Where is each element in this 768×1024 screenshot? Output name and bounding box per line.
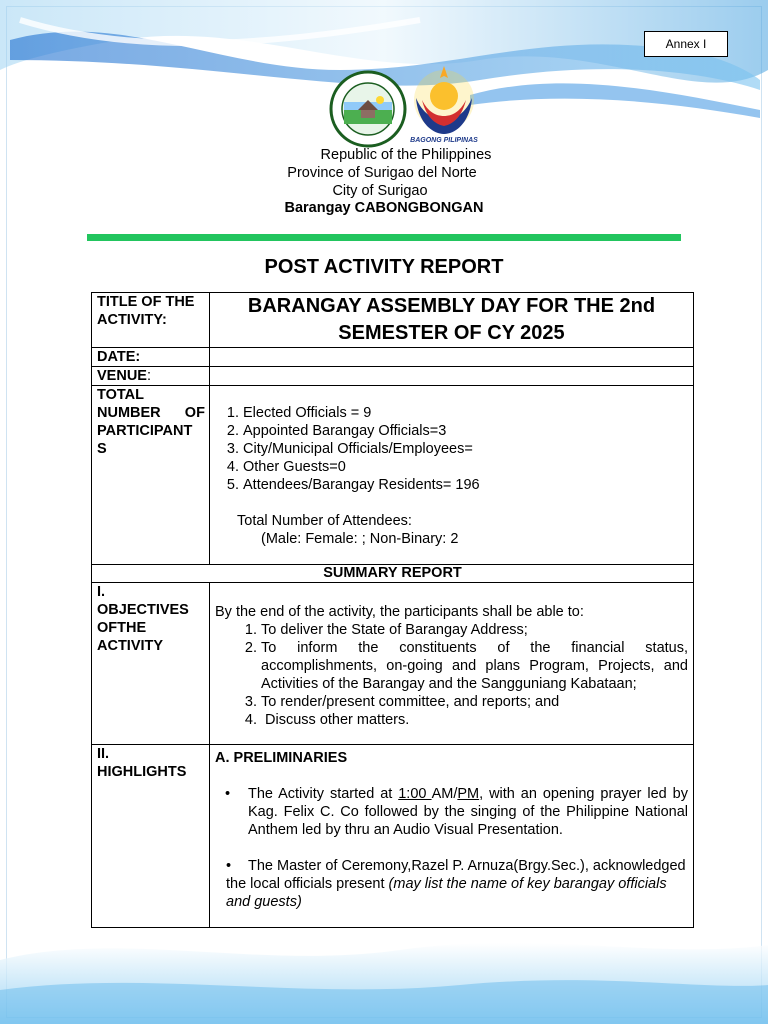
participants-value xyxy=(210,386,694,565)
highlights-row xyxy=(92,745,694,928)
objectives-row xyxy=(92,583,694,745)
p1-text-a: The Activity started at xyxy=(248,786,399,802)
bullet-icon: • xyxy=(225,786,231,802)
participants-list xyxy=(215,404,688,494)
participants-label-line: NUMBER OF xyxy=(97,405,205,421)
objective-item: 3. To render/present committee, and reports; and xyxy=(261,693,688,711)
document-title: POST ACTIVITY REPORT xyxy=(264,256,504,278)
p2-italic-note: (may list the name of key barangay officials and guests) xyxy=(226,876,667,910)
bullet-icon: • xyxy=(226,858,232,874)
p1-text-b: , with an opening prayer led by Kag. Felix C. Co followed by the singing of the Philippine National Anthem led by thru an Audio Visual Presentation. xyxy=(248,786,688,838)
header-province: Province of Surigao del Norte xyxy=(287,165,477,181)
objective-item: 2. To inform the constituents of the financial status, accomplishments, on-going and plans Program, Projects, and Activities of the Barangay and the Sangguniang Kabataan; xyxy=(261,639,688,693)
venue-row xyxy=(92,367,694,386)
participants-label xyxy=(92,386,210,565)
objective-item: 4. Discuss other matters. xyxy=(261,711,688,729)
svg-text:BAGONG PILIPINAS: BAGONG PILIPINAS xyxy=(410,137,478,144)
participant-item: 2. Appointed Barangay Officials=3 xyxy=(243,422,688,440)
green-divider xyxy=(87,234,681,241)
p1-am: AM/ xyxy=(431,786,458,802)
objective-item: 1. To deliver the State of Barangay Address; xyxy=(261,621,688,639)
participants-label-line: S xyxy=(97,441,107,457)
barangay-seal-logo xyxy=(328,70,408,148)
participants-label-line: PARTICIPANT xyxy=(97,423,193,439)
header-barangay: Barangay CABONGBONGAN xyxy=(284,200,484,216)
venue-value[interactable] xyxy=(210,367,694,386)
activity-title-line-1: BARANGAY ASSEMBLY DAY FOR THE 2nd xyxy=(247,295,656,317)
date-value[interactable] xyxy=(210,348,694,367)
p1-time: 1:00 xyxy=(398,786,432,802)
participants-label-line: TOTAL xyxy=(97,387,144,403)
activity-title xyxy=(210,293,694,348)
summary-report-heading: SUMMARY REPORT xyxy=(92,565,694,583)
highlights-label xyxy=(92,745,210,928)
p2-text-a: The Master of Ceremony,Razel P. Arnuza(Brgy.Sec.), acknowledged the local officials present xyxy=(226,858,686,892)
highlights-value xyxy=(210,745,694,928)
header-city: City of Surigao xyxy=(332,183,428,199)
highlights-label-line: HIGHLIGHTS xyxy=(97,764,187,780)
participant-item: 1. Elected Officials = 9 xyxy=(243,404,688,422)
total-attendees xyxy=(215,512,688,548)
highlights-label-line: II. xyxy=(97,746,110,762)
objectives-list xyxy=(215,621,688,729)
date-row xyxy=(92,348,694,367)
venue-colon: : xyxy=(146,368,151,384)
objectives-label xyxy=(92,583,210,745)
objectives-value xyxy=(210,583,694,745)
venue-label-text: VENUE xyxy=(97,368,147,384)
highlight-paragraph-1 xyxy=(215,785,688,839)
objectives-label-line: I. xyxy=(97,584,106,600)
title-row xyxy=(92,293,694,348)
date-label: DATE: xyxy=(92,348,210,367)
bottom-wave-decoration xyxy=(0,930,768,1024)
participants-row xyxy=(92,386,694,565)
activity-title-line-2: SEMESTER OF CY 2025 xyxy=(338,322,565,344)
objectives-label-line: ACTIVITY xyxy=(97,638,164,654)
participant-item: 3. City/Municipal Officials/Employees= xyxy=(243,440,688,458)
header-country: Republic of the Philippines xyxy=(320,147,492,163)
participant-item: 4. Other Guests=0 xyxy=(243,458,688,476)
objectives-intro: By the end of the activity, the participants shall be able to: xyxy=(215,604,584,620)
bagong-pilipinas-logo xyxy=(408,62,484,146)
total-attendees-breakdown: (Male: Female: ; Non-Binary: 2 xyxy=(261,531,459,547)
p1-pm: PM xyxy=(457,786,480,802)
participant-item: 5. Attendees/Barangay Residents= 196 xyxy=(243,476,688,494)
summary-header-row xyxy=(92,565,694,583)
highlight-paragraph-2 xyxy=(215,857,688,911)
venue-label xyxy=(92,367,210,386)
objectives-label-line: OFTHE xyxy=(97,620,147,636)
title-label: TITLE OF THE ACTIVITY: xyxy=(92,293,210,348)
objectives-label-line: OBJECTIVES xyxy=(97,602,189,618)
report-table xyxy=(91,292,694,928)
annex-label: Annex I xyxy=(644,31,728,57)
total-attendees-label: Total Number of Attendees: xyxy=(237,513,412,529)
preliminaries-heading: A. PRELIMINARIES xyxy=(215,750,348,766)
